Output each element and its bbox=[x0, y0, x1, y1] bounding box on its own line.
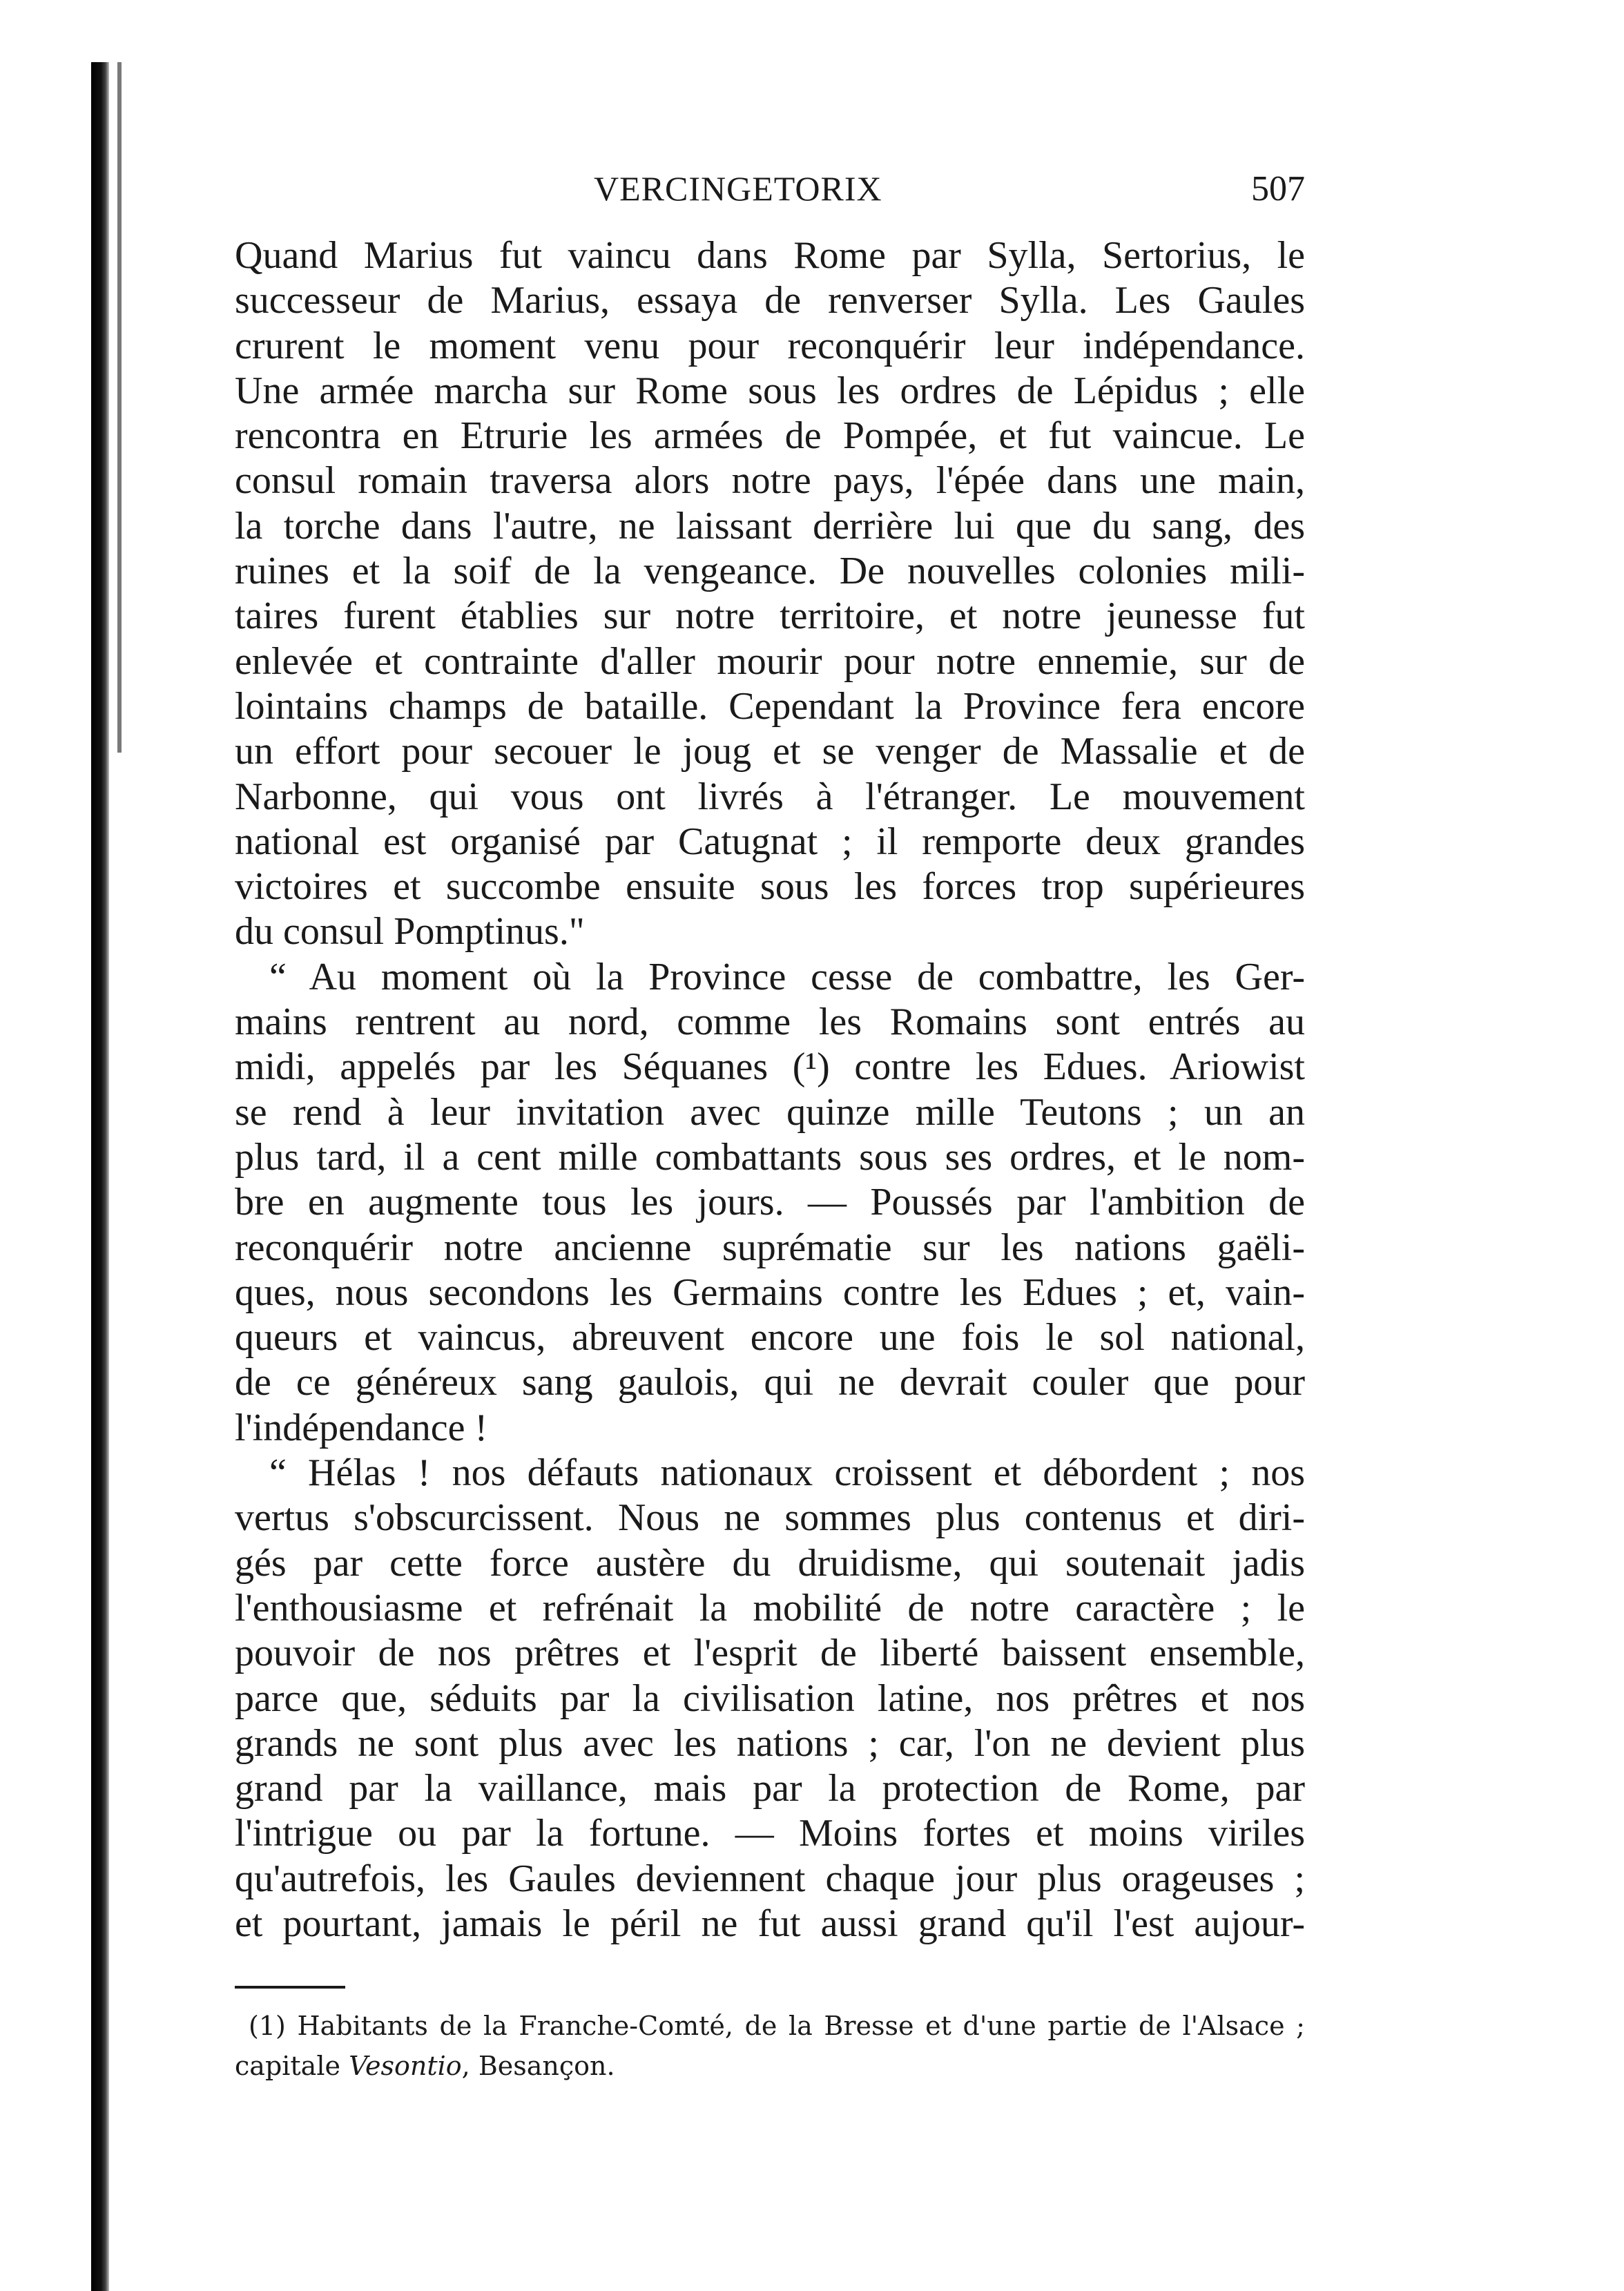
text-line: queurs et vaincus, abreuvent encore une fois le sol national, bbox=[235, 1316, 1305, 1360]
page-number: 507 bbox=[1251, 169, 1305, 209]
text-line: un effort pour secouer le joug et se venger de Massalie et de bbox=[235, 730, 1305, 773]
text-line: Narbonne, qui vous ont livrés à l'étranger. Le mouvement bbox=[235, 775, 1305, 818]
text-line: ruines et la soif de la vengeance. De nouvelles colonies mili- bbox=[235, 550, 1305, 593]
text-line: et pourtant, jamais le péril ne fut aussi grand qu'il l'est aujour- bbox=[235, 1902, 1305, 1945]
text-line: parce que, séduits par la civilisation latine, nos prêtres et nos bbox=[235, 1676, 1305, 1720]
text-line: grand par la vaillance, mais par la protection de Rome, par bbox=[235, 1767, 1305, 1810]
text-line: successeur de Marius, essaya de renverser Sylla. Les Gaules bbox=[235, 279, 1305, 322]
text-line: “ Hélas ! nos défauts nationaux croissent et débordent ; nos bbox=[269, 1451, 1305, 1495]
text-line: taires furent établies sur notre territoire, et notre jeunesse fut bbox=[235, 594, 1305, 638]
text-line: du consul Pomptinus." bbox=[235, 910, 585, 954]
text-line: Une armée marcha sur Rome sous les ordres de Lépidus ; elle bbox=[235, 369, 1305, 412]
text-line: national est organisé par Catugnat ; il remporte deux grandes bbox=[235, 820, 1305, 863]
page-header bbox=[235, 168, 1305, 217]
text-line: “ Au moment où la Province cesse de combattre, les Ger- bbox=[269, 955, 1305, 998]
text-line: midi, appelés par les Séquanes (¹) contre les Edues. Ariowist bbox=[235, 1045, 1305, 1089]
text-line: mains rentrent au nord, comme les Romains sont entrés au bbox=[235, 1000, 1305, 1044]
footnote-rule bbox=[235, 1986, 345, 1989]
text-line: plus tard, il a cent mille combattants sous ses ordres, et le nom- bbox=[235, 1135, 1305, 1179]
text-line: crurent le moment venu pour reconquérir leur indépendance. bbox=[235, 324, 1305, 367]
text-line: Quand Marius fut vaincu dans Rome par Sylla, Sertorius, le bbox=[235, 234, 1305, 277]
footnote-text: , Besançon. bbox=[461, 2051, 615, 2081]
text-line: vertus s'obscurcissent. Nous ne sommes plus contenus et diri- bbox=[235, 1496, 1305, 1540]
body-text bbox=[235, 233, 1305, 1946]
page-binding-edge bbox=[91, 62, 109, 2291]
footnote-text: capitale bbox=[235, 2051, 349, 2081]
running-title: VERCINGETORIX bbox=[594, 169, 882, 208]
text-line: qu'autrefois, les Gaules deviennent chaque jour plus orageuses ; bbox=[235, 1857, 1305, 1900]
text-line: se rend à leur invitation avec quinze mille Teutons ; un an bbox=[235, 1090, 1305, 1134]
text-line: de ce généreux sang gaulois, qui ne devrait couler que pour bbox=[235, 1361, 1305, 1404]
footnote-italic-text: Vesontio bbox=[349, 2051, 462, 2081]
text-line: enlevée et contrainte d'aller mourir pour notre ennemie, sur de bbox=[235, 639, 1305, 683]
text-line: ques, nous secondons les Germains contre les Edues ; et, vain- bbox=[235, 1270, 1305, 1314]
text-line: consul romain traversa alors notre pays, l'épée dans une main, bbox=[235, 459, 1305, 503]
text-line: l'intrigue ou par la fortune. — Moins fortes et moins viriles bbox=[235, 1812, 1305, 1855]
text-line: lointains champs de bataille. Cependant la Province fera encore bbox=[235, 684, 1305, 728]
text-line: bre en augmente tous les jours. — Poussés par l'ambition de bbox=[235, 1181, 1305, 1224]
text-line: gés par cette force austère du druidisme, qui soutenait jadis bbox=[235, 1541, 1305, 1585]
text-line: la torche dans l'autre, ne laissant derrière lui que du sang, des bbox=[235, 504, 1305, 548]
text-line: rencontra en Etrurie les armées de Pompée, et fut vaincue. Le bbox=[235, 414, 1305, 458]
text-line: grands ne sont plus avec les nations ; car, l'on ne devient plus bbox=[235, 1721, 1305, 1765]
text-line: l'enthousiasme et refrénait la mobilité de notre caractère ; le bbox=[235, 1586, 1305, 1630]
page-binding-shadow bbox=[117, 62, 122, 753]
text-line: victoires et succombe ensuite sous les forces trop supérieures bbox=[235, 865, 1305, 909]
text-line: l'indépendance ! bbox=[235, 1406, 488, 1449]
text-line: reconquérir notre ancienne suprématie sur les nations gaëli- bbox=[235, 1226, 1305, 1269]
footnote bbox=[235, 2006, 1305, 2086]
footnote-line: (1) Habitants de la Franche-Comté, de la Bresse et d'une partie de l'Alsace ; bbox=[249, 2011, 1305, 2041]
footnote-line bbox=[235, 2046, 1305, 2086]
text-line: pouvoir de nos prêtres et l'esprit de liberté baissent ensemble, bbox=[235, 1632, 1305, 1675]
